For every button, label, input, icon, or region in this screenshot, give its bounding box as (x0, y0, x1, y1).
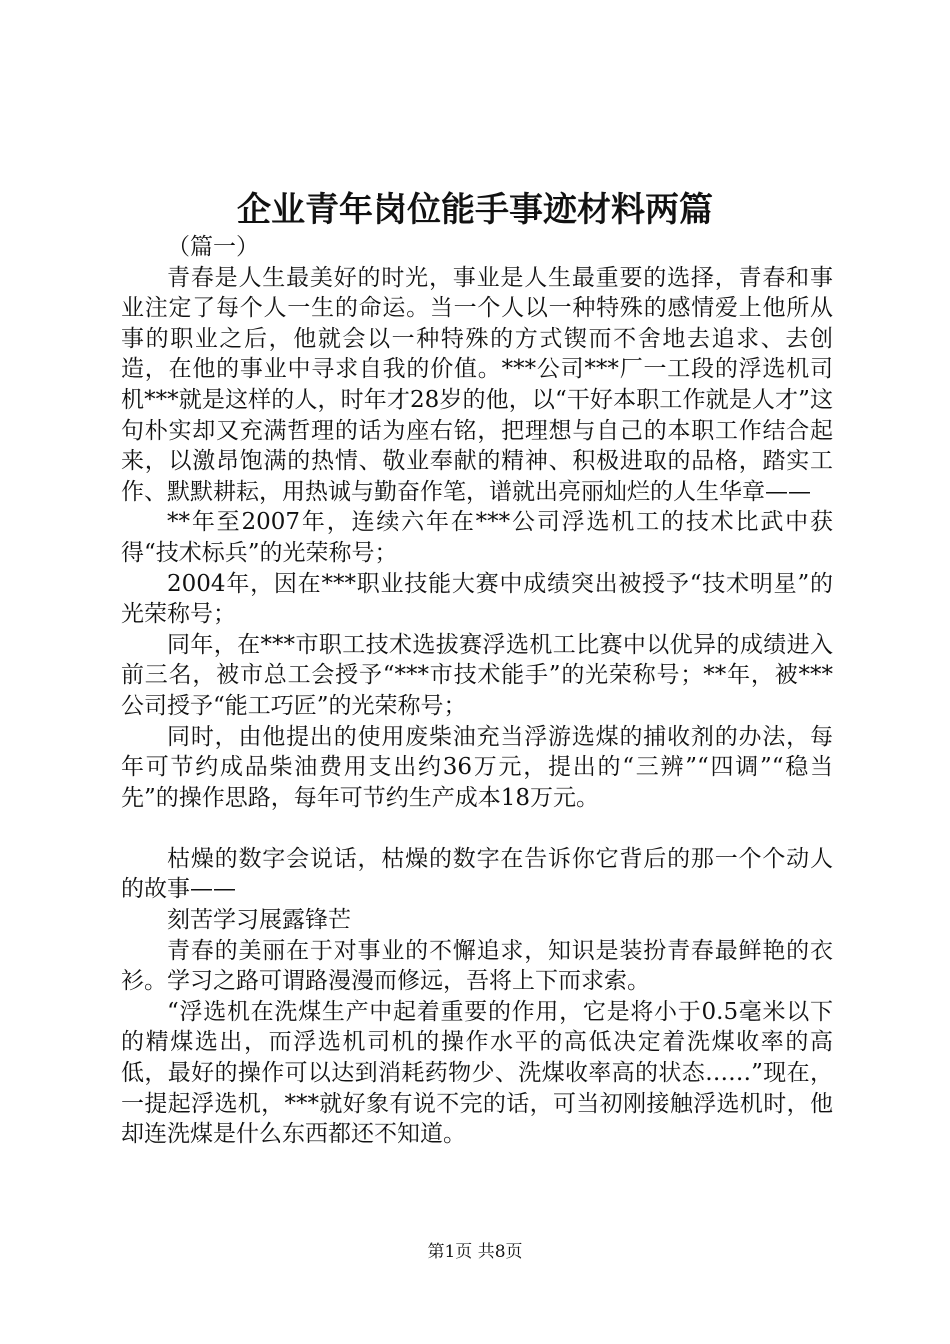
page-footer: 第1页 共8页 (427, 1242, 523, 1262)
subheading-study: 刻苦学习展露锋芒 (167, 907, 351, 934)
paragraph-numbers: 枯燥的数字会说话，枯燥的数字在告诉你它背后的那一个个动人的故事—— (121, 845, 833, 903)
paragraph-spacer (121, 813, 833, 844)
paragraph-youth: 青春的美丽在于对事业的不懈追求，知识是装扮青春最鲜艳的衣衫。学习之路可谓路漫漫而修远，吾将上下而求索。 (121, 937, 833, 995)
paragraph-award-city: 同年，在***市职工技术选拔赛浮选机工比赛中以优异的成绩进入前三名，被市总工会授予“***市技术能手”的光荣称号；**年，被***公司授予“能工巧匠”的光荣称号； (121, 631, 833, 719)
section-label: （篇一） (167, 234, 259, 260)
paragraph-flotation: “浮选机在洗煤生产中起着重要的作用，它是将小于0.5毫米以下的精煤选出，而浮选机司机的操作水平的高低决定着洗煤收率的高低，最好的操作可以达到消耗药物少、洗煤收率高的状态……”现在，一提起浮选机，***就好象有说不完的话，可当初刚接触浮选机时，他却连洗煤是什么东西都还不知道。 (121, 998, 833, 1148)
document-title: 企业青年岗位能手事迹材料两篇 (237, 190, 713, 230)
paragraph-intro: 青春是人生最美好的时光，事业是人生最重要的选择，青春和事业注定了每个人一生的命运。当一个人以一种特殊的感情爱上他所从事的职业之后，他就会以一种特殊的方式锲而不舍地去追求、去创造，在他的事业中寻求自我的价值。***公司***厂一工段的浮选机司机***就是这样的人，时年才28岁的他，以“干好本职工作就是人才”这句朴实却又充满哲理的话为座右铭，把理想与自己的本职工作结合起来，以激昂饱满的热情、敬业奉献的精神、积极进取的品格，踏实工作、默默耕耘，用热诚与勤奋作笔，谱就出亮丽灿烂的人生华章—— (121, 264, 833, 505)
paragraph-savings: 同时，由他提出的使用废柴油充当浮游选煤的捕收剂的办法，每年可节约成品柴油费用支出约36万元，提出的“三辨”“四调”“稳当先”的操作思路，每年可节约生产成本18万元。 (121, 723, 833, 811)
paragraph-award-2004: 2004年，因在***职业技能大赛中成绩突出被授予“技术明星”的光荣称号； (121, 570, 833, 628)
paragraph-award-2007: **年至2007年，连续六年在***公司浮选机工的技术比武中获得“技术标兵”的光荣称号； (121, 509, 833, 566)
document-body (121, 232, 833, 1150)
